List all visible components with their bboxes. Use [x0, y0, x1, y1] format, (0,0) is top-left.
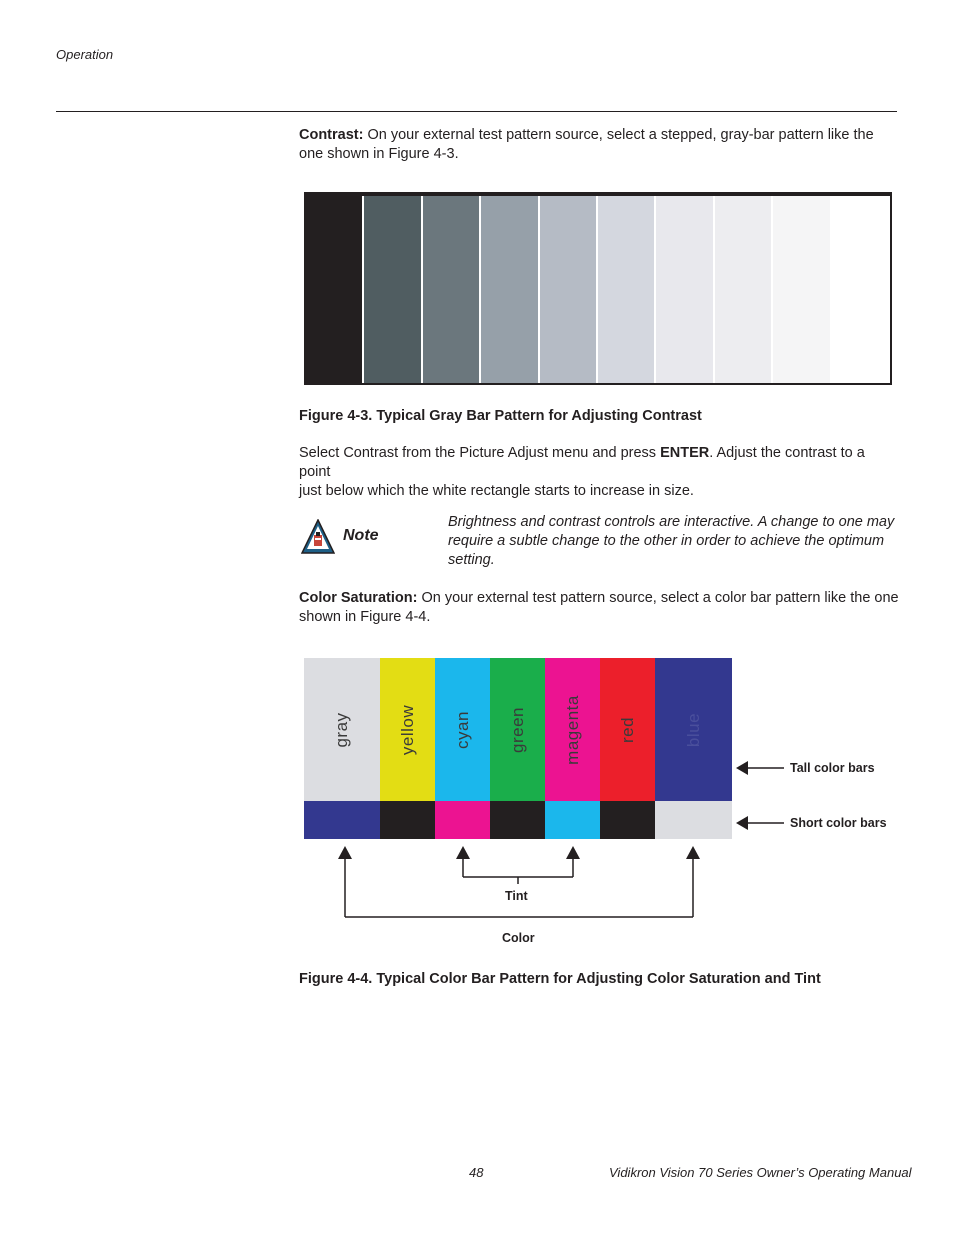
tall-bar-gray — [304, 658, 380, 801]
tint-color-brackets — [330, 842, 710, 922]
gray-bar — [656, 196, 712, 383]
select-contrast-line2: just below which the white rectangle starts to increase in size. — [299, 483, 694, 499]
color-label: Color — [502, 931, 535, 945]
note-line1: Brightness and contrast controls are interactive. A change to one may — [448, 514, 895, 530]
short-bar — [600, 801, 655, 839]
tall-bar-yellow — [380, 658, 435, 801]
tall-bar-green — [490, 658, 545, 801]
note-line2: require a subtle change to the other in order to achieve the optimum — [448, 533, 885, 549]
header-rule — [56, 111, 897, 112]
figure-4-4-caption: Figure 4-4. Typical Color Bar Pattern for Adjusting Color Saturation and Tint — [299, 971, 821, 987]
page-number: 48 — [469, 1165, 484, 1180]
contrast-text-line2: one shown in Figure 4-3. — [299, 146, 459, 162]
gray-bar — [598, 196, 654, 383]
bar-label-blue: blue — [683, 712, 703, 747]
color-bar-pattern — [304, 658, 732, 839]
tint-label: Tint — [505, 889, 528, 903]
short-bar — [545, 801, 600, 839]
color-saturation-text-line1: On your external test pattern source, select a color bar pattern like the one — [417, 590, 899, 606]
short-bar — [490, 801, 545, 839]
gray-bar — [423, 196, 479, 383]
note-icon — [301, 519, 335, 555]
gray-bar — [481, 196, 537, 383]
gray-bar — [364, 196, 420, 383]
contrast-text-line1: On your external test pattern source, select a stepped, gray-bar pattern like the — [363, 127, 874, 143]
bar-label-cyan: cyan — [452, 710, 472, 749]
short-bar — [304, 801, 380, 839]
tall-bar-magenta — [545, 658, 600, 801]
gray-bar — [715, 196, 771, 383]
tall-bar-cyan — [435, 658, 490, 801]
contrast-term: Contrast: — [299, 127, 364, 143]
tall-bar-blue — [655, 658, 732, 801]
short-bar — [655, 801, 732, 839]
manual-title: Vidikron Vision 70 Series Owner’s Operating Manual — [609, 1165, 912, 1180]
gray-bar — [540, 196, 596, 383]
bar-label-yellow: yellow — [397, 704, 417, 755]
bar-label-gray: gray — [332, 711, 351, 748]
color-saturation-term: Color Saturation: — [299, 590, 418, 606]
note-label: Note — [343, 527, 379, 544]
tall-color-bars-label: Tall color bars — [790, 761, 875, 775]
select-contrast-paragraph — [299, 444, 899, 501]
short-bar — [435, 801, 490, 839]
note-text — [448, 513, 898, 570]
gray-bar — [306, 196, 362, 383]
short-bar — [380, 801, 435, 839]
section-header: Operation — [56, 47, 114, 62]
enter-key: ENTER — [660, 445, 710, 461]
note-line3: setting. — [448, 552, 495, 568]
callout-arrows — [734, 756, 790, 832]
bar-label-magenta: magenta — [562, 694, 582, 765]
gray-bar-pattern — [304, 192, 892, 385]
gray-bar — [832, 196, 890, 383]
figure-4-3-caption: Figure 4-3. Typical Gray Bar Pattern for Adjusting Contrast — [299, 408, 702, 424]
color-saturation-text-line2: shown in Figure 4-4. — [299, 609, 431, 625]
bar-label-green: green — [507, 706, 527, 753]
contrast-paragraph — [299, 126, 899, 164]
select-contrast-line1-post: . Adjust the contrast to a point — [299, 445, 865, 480]
short-color-bars-label: Short color bars — [790, 816, 887, 830]
bar-label-red: red — [617, 716, 637, 743]
gray-bar — [773, 196, 829, 383]
select-contrast-line1-pre: Select Contrast from the Picture Adjust menu and press — [299, 445, 661, 461]
tall-bar-red — [600, 658, 655, 801]
color-saturation-paragraph — [299, 589, 899, 627]
